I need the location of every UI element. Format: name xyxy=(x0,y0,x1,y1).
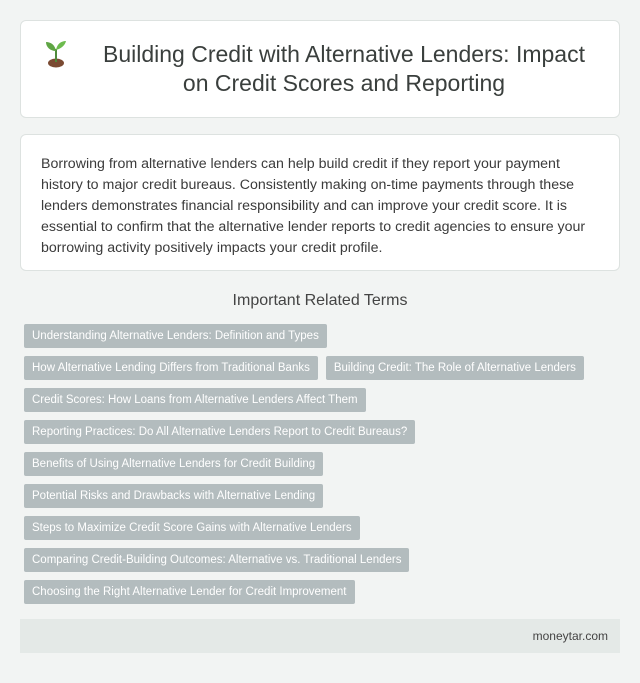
term-row xyxy=(24,420,620,444)
term-tag[interactable]: Reporting Practices: Do All Alternative Lenders Report to Credit Bureaus? xyxy=(24,420,415,444)
term-row xyxy=(24,548,620,572)
term-row xyxy=(24,356,620,380)
title-row xyxy=(41,40,599,98)
term-row xyxy=(24,324,620,348)
summary-text: Borrowing from alternative lenders can help build credit if they report your payment history to major credit bureaus. Consistently making on-time payments through these lenders demonstrates financial responsibility and can improve your credit score. It is essential to confirm that the alternative lender reports to credit agencies to ensure your borrowing activity positively impacts your credit profile. xyxy=(41,156,586,256)
term-row xyxy=(24,516,620,540)
term-tag[interactable]: Credit Scores: How Loans from Alternative Lenders Affect Them xyxy=(24,388,366,412)
term-tag[interactable]: Comparing Credit-Building Outcomes: Alternative vs. Traditional Lenders xyxy=(24,548,409,572)
footer xyxy=(20,619,620,653)
term-tag[interactable]: Benefits of Using Alternative Lenders for Credit Building xyxy=(24,452,323,476)
page-title: Building Credit with Alternative Lenders: Impact on Credit Scores and Reporting xyxy=(103,41,585,96)
term-tag[interactable]: Understanding Alternative Lenders: Definition and Types xyxy=(24,324,327,348)
sprout-icon xyxy=(41,38,71,68)
related-terms-list xyxy=(24,324,620,612)
term-tag[interactable]: Potential Risks and Drawbacks with Alternative Lending xyxy=(24,484,323,508)
term-row xyxy=(24,580,620,604)
term-row xyxy=(24,484,620,508)
term-tag[interactable]: How Alternative Lending Differs from Traditional Banks xyxy=(24,356,318,380)
term-tag[interactable]: Building Credit: The Role of Alternative Lenders xyxy=(326,356,584,380)
summary-card xyxy=(20,134,620,271)
term-tag[interactable]: Steps to Maximize Credit Score Gains with Alternative Lenders xyxy=(24,516,360,540)
related-terms-heading: Important Related Terms xyxy=(232,292,408,309)
footer-site-link[interactable]: moneytar.com xyxy=(532,629,608,643)
term-row xyxy=(24,452,620,476)
term-tag[interactable]: Choosing the Right Alternative Lender for Credit Improvement xyxy=(24,580,355,604)
title-card xyxy=(20,20,620,118)
term-row xyxy=(24,388,620,412)
